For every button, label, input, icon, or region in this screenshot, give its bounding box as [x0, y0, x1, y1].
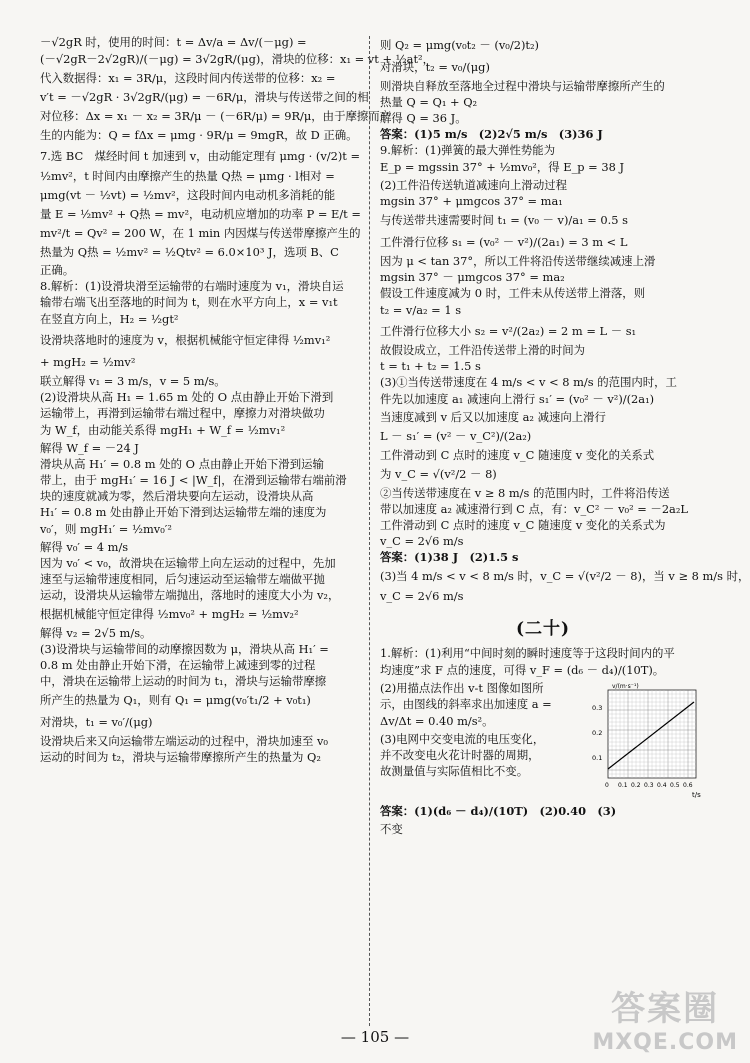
left-line: 为 W_f，由动能关系得 mgH₁ + W_f = ½mv₁²	[40, 423, 286, 437]
right-top-line: 件先以加速度 a₁ 减速向上滑行 s₁′ = (v₀² － v²)/(2a₁)	[380, 392, 655, 406]
x-tick-label: 0.3	[644, 782, 654, 789]
left-line: 热量为 Q热 = ½mv² = ½Qtv² = 6.0×10³ J，选项 B、C	[40, 245, 339, 259]
left-line: 运动，设滑块从运输带左端抛出，落地时的速度大小为 v₂，	[40, 588, 340, 602]
x-tick-label: 0	[605, 782, 609, 789]
graph-yticks	[592, 704, 602, 762]
right-top-line: 则滑块自释放至落地全过程中滑块与运输带摩擦所产生的	[380, 79, 665, 93]
right-top-line: t₂ = v/a₂ = 1 s	[380, 303, 462, 317]
q1-side-line: 示，由图线的斜率求出加速度 a =	[380, 697, 552, 711]
right-top-line: 工件滑行位移大小 s₂ = v²/(2a₂) = 2 m = L － s₁	[380, 324, 637, 338]
q1-answer-line: 答案：(1)(d₆ － d₄)/(10T) (2)0.40 (3)	[380, 804, 617, 818]
left-line: (2)设滑块从高 H₁ = 1.65 m 处的 O 点由静止开始下滑到	[40, 390, 334, 404]
q1-side-line: (3)电网中交变电流的电压变化，	[380, 732, 545, 746]
q1-side-line: 故测量值与实际值相比不变。	[380, 764, 529, 778]
right-top-line: mgsin 37° + μmgcos 37° = ma₁	[380, 194, 563, 208]
graph-xlabel: t/s	[692, 791, 701, 799]
left-line: v′t = －√2gR · 3√2gR/(μg) = －6R/μ，滑块与传送带之间的相	[40, 90, 369, 104]
left-line: 解得 v₀′ = 4 m/s	[40, 540, 129, 554]
right-top-line: (2)工件沿传送轨道减速向上滑动过程	[380, 178, 567, 192]
right-top-line: 热量 Q = Q₁ + Q₂	[380, 95, 478, 109]
right-top-line: 工件滑动到 C 点时的速度 v_C 随速度 v 变化的关系式	[380, 448, 655, 462]
left-line: 量 E = ½mv² + Q热 = mv²，电动机应增加的功率 P = E/t =	[40, 207, 361, 221]
left-line: 滑块从高 H₁′ = 0.8 m 处的 O 点由静止开始下滑到运输	[40, 457, 324, 471]
left-line: 块的速度就减为零，然后滑块要向左运动，设滑块从高	[40, 489, 314, 503]
left-line: 带上，由于 mgH₁′ = 16 J < |W_f|，在滑到运输带右端前滑	[40, 473, 347, 487]
right-top-line: 当速度减到 v 后又以加速度 a₂ 减速向上滑行	[380, 410, 606, 424]
right-top-line: ②当传送带速度在 v ≥ 8 m/s 的范围内时，工件将沿传送	[380, 486, 670, 500]
left-line: 对滑块，t₁ = v₀′/(μg)	[40, 715, 153, 729]
y-tick-label: 0.2	[592, 729, 603, 737]
x-tick-label: 0.1	[618, 782, 628, 789]
right-top-line: (3)①当传送带速度在 4 m/s < v < 8 m/s 的范围内时，工	[380, 375, 677, 389]
left-line: 运动的时间为 t₂，滑块与运输带摩擦所产生的热量为 Q₂	[40, 750, 321, 764]
watermark-logo	[592, 981, 738, 1055]
q1-side-text	[380, 680, 584, 802]
right-top-line: 因为 μ < tan 37°，所以工件将沿传送带继续减速上滑	[380, 254, 656, 268]
left-line: mv²/t = Qv² = 200 W，在 1 min 内因煤与传送带摩擦产生的	[40, 226, 361, 240]
x-tick-label: 0.5	[670, 782, 680, 789]
q1-answer-line: 不变	[380, 822, 403, 836]
graph-xticks	[605, 782, 693, 789]
left-line: 解得 v₂ = 2√5 m/s。	[40, 626, 152, 640]
right-top-line: v_C = 2√6 m/s	[380, 589, 464, 603]
q1-intro-line: 1.解析：(1)利用“中间时刻的瞬时速度等于这段时间内的平	[380, 646, 675, 660]
watermark-line2: MXQE.COM	[592, 1030, 738, 1055]
watermark-line1: 答案圈	[611, 989, 720, 1029]
left-line: 在竖直方向上，H₂ = ½gt²	[40, 312, 179, 326]
left-line: (－√2gR－2√2gR)/(－μg) = 3√2gR/(μg)，滑块的位移：x₁ = vt + ½at²，	[40, 52, 434, 66]
left-line: 运输带上，再滑到运输带右端过程中，摩擦力对滑块做功	[40, 406, 325, 420]
x-tick-label: 0.6	[683, 782, 693, 789]
right-top-line: 9.解析：(1)弹簧的最大弹性势能为	[380, 143, 556, 157]
q1-side-line: (2)用描点法作出 v-t 图像如图所	[380, 681, 544, 695]
left-line: ½mv²，t 时间内由摩擦产生的热量 Q热 = μmg · l相对 =	[40, 169, 335, 183]
x-tick-label: 0.4	[657, 782, 667, 789]
column-divider	[369, 36, 370, 1026]
right-top-line: 工件滑行位移 s₁ = (v₀² － v²)/(2a₁) = 3 m < L	[380, 235, 628, 249]
right-top-line: 则 Q₂ = μmg(v₀t₂ － (v₀/2)t₂)	[380, 38, 539, 52]
q1-side-line: 并不改变电火花计时器的周期，	[380, 748, 540, 762]
left-line: 中，滑块在运输带上运动的时间为 t₁，滑块与运输带摩擦	[40, 674, 327, 688]
right-top-line: 假设工件速度减为 0 时，工件未从传送带上滑落，则	[380, 286, 646, 300]
left-line: v₀′，则 mgH₁′ = ½mv₀′²	[40, 522, 172, 536]
right-top-line: 对滑块，t₂ = v₀/(μg)	[380, 60, 490, 74]
right-top-line: 答案：(1)5 m/s (2)2√5 m/s (3)36 J	[380, 127, 603, 141]
left-line: μmg(vt － ½vt) = ½mv²，这段时间内电动机多消耗的能	[40, 188, 336, 202]
left-line: 0.8 m 处由静止开始下滑，在运输带上减速到零的过程	[40, 658, 316, 672]
right-top-line: 故假设成立，工件沿传送带上滑的时间为	[380, 343, 586, 357]
right-top-line: E_p = mgssin 37° + ½mv₀²，得 E_p = 38 J	[380, 160, 625, 174]
right-top-line: 解得 Q = 36 J。	[380, 111, 467, 125]
left-line: + mgH₂ = ½mv²	[40, 355, 136, 369]
right-top-line: 工件滑动到 C 点时的速度 v_C 随速度 v 变化的关系式为	[380, 518, 666, 532]
left-line: 解得 W_f = －24 J	[40, 441, 139, 455]
y-tick-label: 0.3	[592, 704, 603, 712]
section-title: (二十)	[515, 619, 571, 639]
left-line: 联立解得 v₁ = 3 m/s，v = 5 m/s。	[40, 374, 226, 388]
q1-intro	[380, 645, 706, 680]
left-line: 对位移：Δx = x₁ － x₂ = 3R/μ － (－6R/μ) = 9R/μ，由于摩擦而产	[40, 109, 392, 123]
left-line: 代入数据得：x₁ = 3R/μ，这段时间内传送带的位移：x₂ =	[40, 71, 336, 85]
right-top-line: L － s₁′ = (v² － v_C²)/(2a₂)	[380, 429, 532, 443]
left-line: 7.选 BC 煤经时间 t 加速到 v，由动能定理有 μmg · (v/2)t =	[40, 149, 361, 163]
y-tick-label: 0.1	[592, 754, 603, 762]
right-column	[380, 34, 750, 837]
left-line: 设滑块落地时的速度为 v，根据机械能守恒定律得 ½mv₁²	[40, 333, 331, 347]
right-top-line: t = t₁ + t₂ = 1.5 s	[380, 359, 481, 373]
q1-answer	[380, 802, 706, 837]
left-line: 所产生的热量为 Q₁，则有 Q₁ = μmg(v₀′t₁/2 + v₀t₁)	[40, 693, 311, 707]
page-number: — 105 —	[340, 1028, 410, 1046]
left-line: 正确。	[40, 263, 75, 277]
left-line: (3)设滑块与运输带间的动摩擦因数为 μ，滑块从高 H₁′ =	[40, 642, 329, 656]
right-top-line: (3)当 4 m/s < v < 8 m/s 时，v_C = √(v²/2 － 8)，当 v ≥ 8 m/s 时，	[380, 569, 750, 583]
graph-ylabel: v/(m·s⁻¹)	[612, 683, 639, 690]
right-top-line: 带以加速度 a₂ 减速滑行到 C 点，有：v_C² － v₀² = －2a₂L	[380, 502, 688, 516]
left-line: 因为 v₀′ < v₀，故滑块在运输带上向左运动的过程中，先加	[40, 556, 336, 570]
left-line: 生的内能为：Q = fΔx = μmg · 9R/μ = 9mgR，故 D 正确。	[40, 128, 358, 142]
q1-intro-line: 均速度”求 F 点的速度，可得 v_F = (d₆ － d₄)/(10T)。	[380, 663, 665, 677]
left-line: 根据机械能守恒定律得 ½mv₀² + mgH₂ = ½mv₂²	[40, 607, 299, 621]
left-line: H₁′ = 0.8 m 处由静止开始下滑到达运输带左端的速度为	[40, 505, 327, 519]
left-line: 输带右端飞出至落地的时间为 t，则在水平方向上，x = v₁t	[40, 295, 338, 309]
right-top-line: 与传送带共速需要时间 t₁ = (v₀ － v)/a₁ = 0.5 s	[380, 213, 628, 227]
vt-graph	[588, 680, 706, 802]
right-top-block	[380, 34, 750, 606]
left-line: 速至与运输带速度相同，后匀速运动至运输带左端做平抛	[40, 572, 325, 586]
right-top-line: mgsin 37° － μmgcos 37° = ma₂	[380, 270, 565, 284]
x-tick-label: 0.2	[631, 782, 641, 789]
q1-side-line: Δv/Δt = 0.40 m/s²。	[380, 714, 494, 728]
left-line: －√2gR 时，使用的时间：t = Δv/a = Δv/(－μg) =	[40, 35, 307, 49]
q1-block	[380, 680, 706, 802]
right-top-line: 答案：(1)38 J (2)1.5 s	[380, 550, 519, 564]
left-line: 8.解析：(1)设滑块滑至运输带的右端时速度为 v₁，滑块自运	[40, 279, 344, 293]
right-top-line: 为 v_C = √(v²/2 － 8)	[380, 467, 497, 481]
right-top-line: v_C = 2√6 m/s	[380, 534, 464, 548]
left-line: 设滑块后来又向运输带左端运动的过程中，滑块加速至 v₀	[40, 734, 328, 748]
